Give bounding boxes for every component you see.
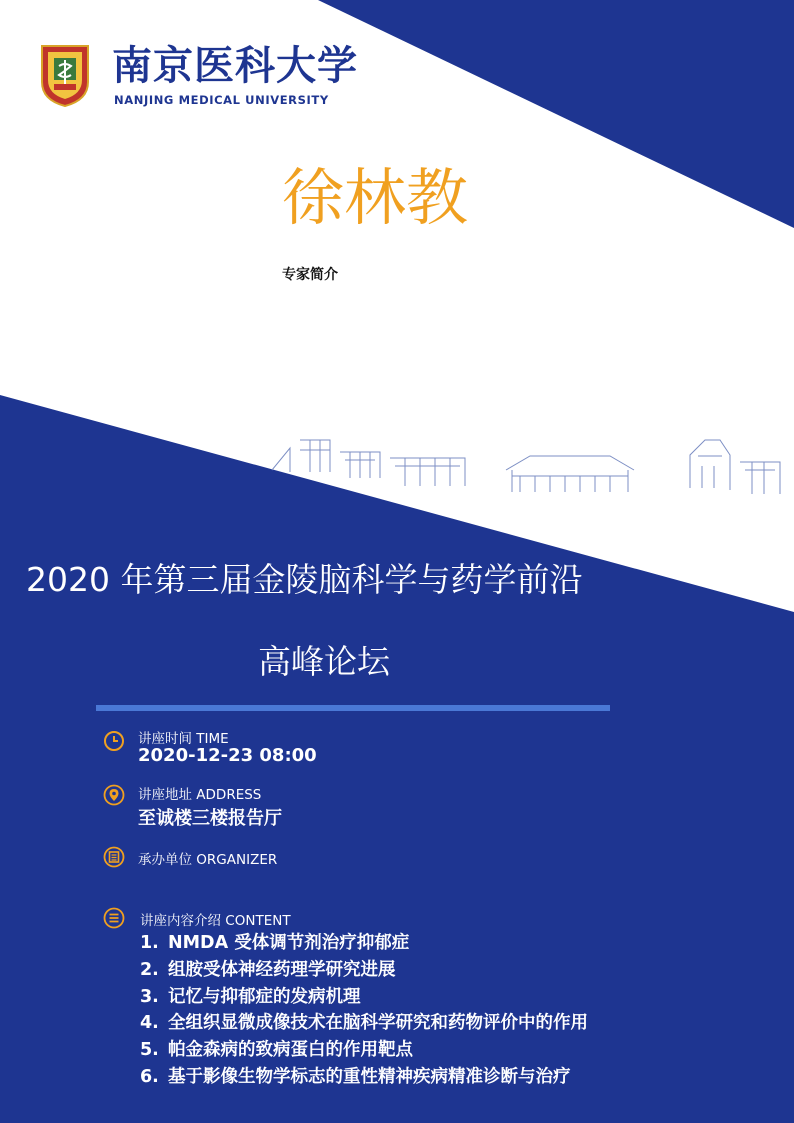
list-item: [140, 1064, 588, 1091]
title-separator: [96, 705, 610, 711]
university-name-cn: 南京医科大学: [112, 42, 358, 89]
list-item: [140, 1037, 588, 1064]
list-item: [140, 1010, 588, 1037]
item-text: 全组织显微成像技术在脑科学研究和药物评价中的作用: [168, 1013, 588, 1034]
location-pin-icon: [103, 784, 125, 806]
time-value: 2020-12-23 08:00: [138, 745, 317, 766]
list-item: [140, 957, 588, 984]
item-number: 1.: [140, 933, 159, 953]
item-text: 基于影像生物学标志的重性精神疾病精准诊断与治疗: [168, 1066, 571, 1087]
item-number: 2.: [140, 959, 159, 980]
organizer-label: 承办单位 ORGANIZER: [138, 852, 278, 868]
speaker-name: 徐林教: [282, 161, 469, 234]
bio-heading: 专家简介: [282, 267, 338, 283]
content-label: 讲座内容介绍 CONTENT: [140, 913, 291, 929]
university-shield-icon: [40, 44, 90, 108]
address-label: 讲座地址 ADDRESS: [138, 787, 262, 803]
campus-buildings-illustration: [272, 440, 780, 494]
university-name-en: NANJING MEDICAL UNIVERSITY: [114, 93, 329, 107]
item-number: 5.: [140, 1040, 159, 1061]
list-item: [140, 984, 588, 1011]
forum-title-line2: 高峰论坛: [258, 642, 390, 681]
time-label: 讲座时间 TIME: [138, 731, 229, 747]
list-item: [140, 930, 588, 957]
building-icon: [103, 846, 125, 868]
list-icon: [103, 907, 125, 929]
item-number: 4.: [140, 1013, 159, 1034]
university-logo: [40, 44, 90, 112]
item-text: 组胺受体神经药理学研究进展: [168, 959, 396, 980]
item-number: 3.: [140, 986, 159, 1007]
address-value: 至诚楼三楼报告厅: [138, 808, 282, 829]
item-number: 6.: [140, 1066, 159, 1087]
item-text: 记忆与抑郁症的发病机理: [168, 986, 361, 1007]
item-text: NMDA 受体调节剂治疗抑郁症: [168, 933, 410, 953]
forum-title-line1: 2020 年第三届金陵脑科学与药学前沿: [26, 560, 583, 599]
item-text: 帕金森病的致病蛋白的作用靶点: [168, 1040, 413, 1061]
content-list: [140, 930, 588, 1091]
clock-icon: [103, 730, 125, 752]
